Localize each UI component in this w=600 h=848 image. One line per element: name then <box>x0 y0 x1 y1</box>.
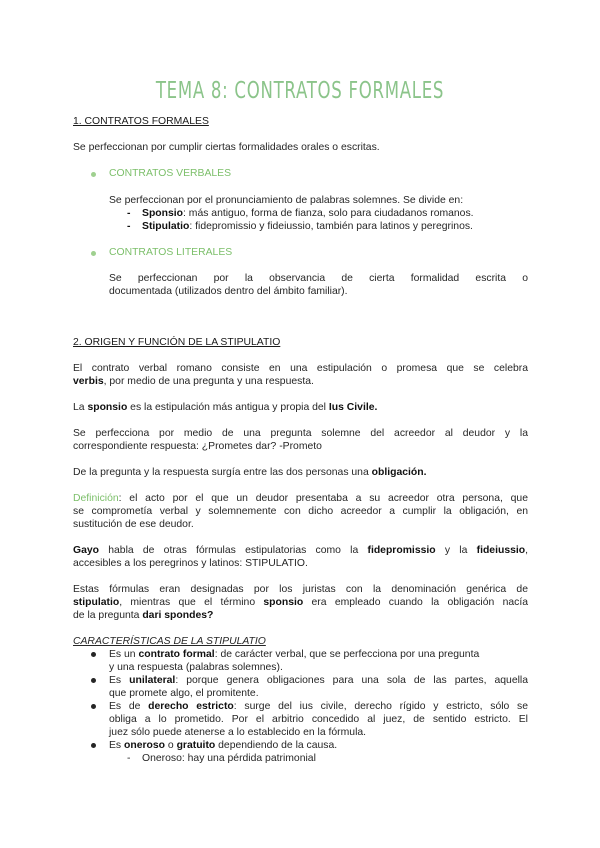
list-item: Es unilateral: porque genera obligaciones para una sola de las partes, aquella <box>109 675 528 686</box>
list-item: Es un contrato formal: de carácter verbal, que se perfecciona por una pregunta <box>109 649 480 660</box>
p2: La sponsio es la estipulación más antigua y propia del Ius Civile. <box>73 402 378 413</box>
list-item: - Stipulatio: fidepromissio y fideiussio, también para latinos y peregrinos. <box>127 221 473 232</box>
literales-line2: documentada (utilizados dentro del ámbito familiar). <box>109 286 348 297</box>
label-contratos-verbales: CONTRATOS VERBALES <box>109 168 232 179</box>
p5-line1: Definición: el acto por el que un deudor presentaba a su acreedor otra persona, que <box>73 493 528 504</box>
p7-line2: stipulatio, mientras que el término sponsio era empleado cuando la obligación nacía <box>73 597 528 608</box>
p3-line2: correspondiente respuesta: ¿Prometes dar? -Prometo <box>73 441 322 452</box>
bullet-icon <box>91 704 96 709</box>
section1-intro: Se perfeccionan por cumplir ciertas formalidades orales o escritas. <box>73 142 380 153</box>
p7-line3: de la pregunta dari spondes? <box>73 610 214 621</box>
bullet-icon <box>91 743 96 748</box>
list-item-line2: y una respuesta (palabras solemnes). <box>109 662 283 673</box>
literales-line1: Se perfeccionan por la observancia de cierta formalidad escrita o <box>109 273 528 284</box>
list-item: Es oneroso o gratuito dependiendo de la causa. <box>109 740 338 751</box>
list-item-line2: obliga a lo prometido. Por el arbitrio concedido al juez, de sentido estricto. El <box>109 714 528 725</box>
bullet-icon <box>91 678 96 683</box>
p1-line2: verbis, por medio de una pregunta y una respuesta. <box>73 376 314 387</box>
list-item-line2: que promete algo, el promitente. <box>109 688 259 699</box>
p5-line2: se comprometía verbal y solemnemente con dicho acreedor a cumplir la obligación, en <box>73 506 528 517</box>
list-item-line3: juez sólo puede atenerse a lo establecido en la fórmula. <box>109 727 367 738</box>
section-heading-contratos-formales: 1. CONTRATOS FORMALES <box>73 116 209 127</box>
p7-line1: Estas fórmulas eran designadas por los juristas con la denominación genérica de <box>73 584 528 595</box>
caracteristicas-heading: CARACTERÍSTICAS DE LA STIPULATIO <box>73 636 266 647</box>
p3-line1: Se perfecciona por medio de una pregunta solemne del acreedor al deudor y la <box>73 428 528 439</box>
sub-list-item: - Oneroso: hay una pérdida patrimonial <box>127 753 316 764</box>
p4: De la pregunta y la respuesta surgía entre las dos personas una obligación. <box>73 467 427 478</box>
p1-line1: El contrato verbal romano consiste en una estipulación o promesa que se celebra <box>73 363 528 374</box>
p6-line2: accesibles a los peregrinos y latinos: STIPULATIO. <box>73 558 308 569</box>
list-item: Es de derecho estricto: surge del ius civile, derecho rígido y estricto, sólo se <box>109 701 529 712</box>
label-contratos-literales: CONTRATOS LITERALES <box>109 247 233 258</box>
bullet-icon <box>91 172 96 177</box>
p6-line1: Gayo habla de otras fórmulas estipulatorias como la fidepromissio y la fideiussio, <box>73 545 528 556</box>
p5-line3: sustitución de ese deudor. <box>73 519 194 530</box>
section-heading-origen-funcion: 2. ORIGEN Y FUNCIÓN DE LA STIPULATIO <box>73 337 281 348</box>
bullet-icon <box>91 251 96 256</box>
bullet-icon <box>91 652 96 657</box>
page-title: TEMA 8: CONTRATOS FORMALES <box>155 78 445 104</box>
verbales-text: Se perfeccionan por el pronunciamiento de palabras solemnes. Se divide en: <box>109 195 464 206</box>
list-item: - Sponsio: más antiguo, forma de fianza, solo para ciudadanos romanos. <box>127 208 474 219</box>
